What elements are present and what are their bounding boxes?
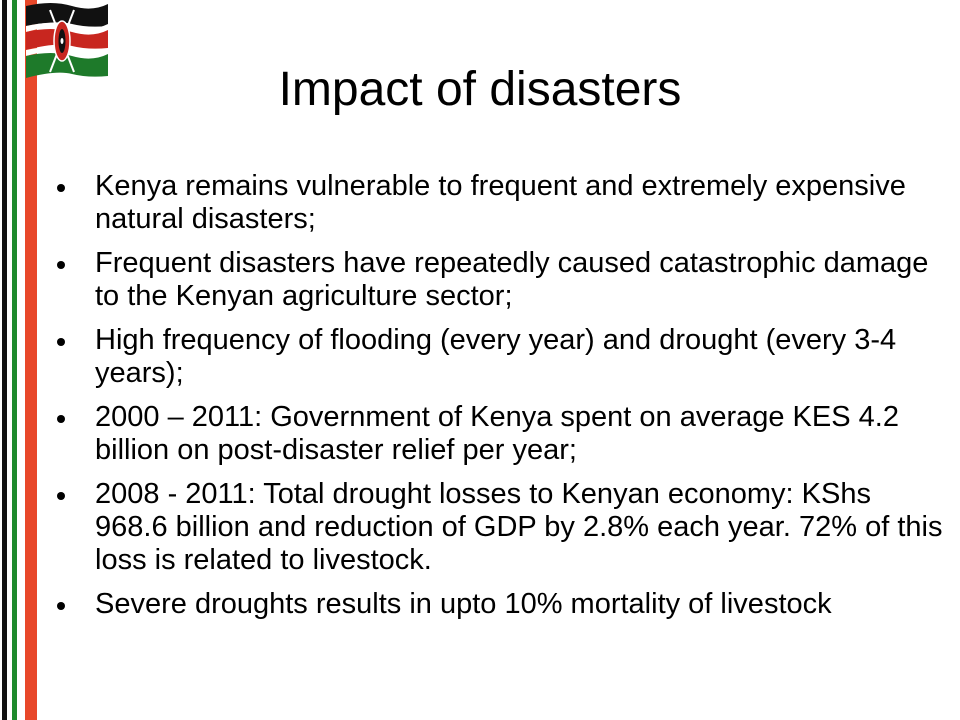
bullet-text: Frequent disasters have repeatedly caused catastrophic damage to the Kenyan agriculture sector;: [95, 247, 929, 312]
bullet-dot-icon: [57, 492, 65, 500]
bullet-dot-icon: [57, 415, 65, 423]
bullet-dot-icon: [57, 184, 65, 192]
bullet-dot-icon: [57, 338, 65, 346]
bullet-item-vulnerability: [57, 170, 947, 236]
bullet-item-livestock-mortality: [57, 588, 947, 621]
bullet-text: Kenya remains vulnerable to frequent and extremely expensive natural disasters;: [95, 170, 906, 235]
bullet-item-agriculture-damage: [57, 247, 947, 313]
bullet-text: High frequency of flooding (every year) and drought (every 3-4 years);: [95, 324, 897, 389]
bullet-item-relief-spending: [57, 401, 947, 467]
bullet-dot-icon: [57, 261, 65, 269]
bullet-item-frequency: [57, 324, 947, 390]
bullet-list: [57, 170, 947, 632]
bullet-text: Severe droughts results in upto 10% mortality of livestock: [95, 588, 832, 620]
bullet-dot-icon: [57, 602, 65, 610]
bullet-text: 2000 – 2011: Government of Kenya spent on average KES 4.2 billion on post-disaster relief per year;: [95, 401, 899, 466]
slide-title: Impact of disasters: [278, 63, 682, 116]
bullet-item-drought-losses: [57, 478, 947, 577]
bullet-text: 2008 - 2011: Total drought losses to Kenyan economy: KShs 968.6 billion and reduction of GDP by 2.8% each year. 72% of this loss is related to livestock.: [95, 478, 943, 576]
